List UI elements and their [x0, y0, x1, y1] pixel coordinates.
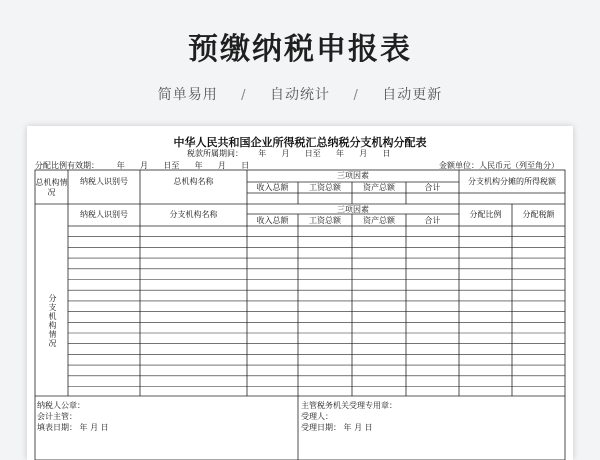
- hq-name-header: 总机构名称: [173, 177, 214, 186]
- fill-date: 填表日期： 年 月 日: [37, 423, 109, 432]
- hq-three-factors-header: 三项因素: [337, 171, 369, 180]
- hq-branch-share-header: 分支机构分摊的所得税额: [468, 177, 556, 186]
- taxpayer-seal: 纳税人公章：: [37, 401, 85, 410]
- branch-tax-header: 分配税额: [522, 210, 555, 219]
- branch-row-label: 分支机构情况: [48, 294, 57, 348]
- branch-revenue-header: 收入总额: [256, 216, 289, 225]
- form-sheet: [27, 126, 573, 460]
- branch-assets-header: 资产总额: [363, 216, 395, 225]
- feature-tag-easy: 简单易用: [157, 87, 218, 103]
- receiver: 受理人：: [301, 412, 333, 421]
- feature-tags: [0, 84, 600, 104]
- hq-total-header: 合计: [424, 183, 441, 192]
- hq-wages-header: 工资总额: [309, 183, 341, 192]
- tag-separator: /: [241, 88, 247, 103]
- branch-wages-header: 工资总额: [309, 216, 341, 225]
- receive-date: 受理日期： 年 月 日: [301, 423, 373, 432]
- allocation-period: 分配比例有效期： 年 月 日至 年 月 日: [35, 161, 250, 170]
- hq-tax-id-header: 纳税人识别号: [80, 177, 128, 186]
- tax-period: 税款所属期间： 年 月 日至 年 月 日: [187, 149, 391, 158]
- form-title: 中华人民共和国企业所得税汇总纳税分支机构分配表: [173, 136, 427, 149]
- branch-total-header: 合计: [424, 216, 441, 225]
- hq-revenue-header: 收入总额: [256, 183, 289, 192]
- feature-tag-stats: 自动统计: [270, 87, 330, 103]
- branch-tax-id-header: 纳税人识别号: [80, 210, 128, 219]
- branch-name-header: 分支机构名称: [169, 210, 218, 219]
- amount-unit: 金额单位：人民币元（列至角分）: [439, 161, 559, 170]
- accountant: 会计主管：: [37, 412, 77, 421]
- feature-tag-update: 自动更新: [382, 87, 443, 103]
- branch-ratio-header: 分配比例: [469, 210, 502, 219]
- page-title: 预缴纳税申报表: [188, 32, 412, 67]
- authority-seal: 主管税务机关受理专用章：: [301, 401, 397, 410]
- hq-assets-header: 资产总额: [363, 183, 395, 192]
- tag-separator: /: [353, 88, 359, 103]
- hq-row-label: 总机构情况: [35, 178, 68, 197]
- branch-three-factors-header: 三项因素: [337, 205, 369, 214]
